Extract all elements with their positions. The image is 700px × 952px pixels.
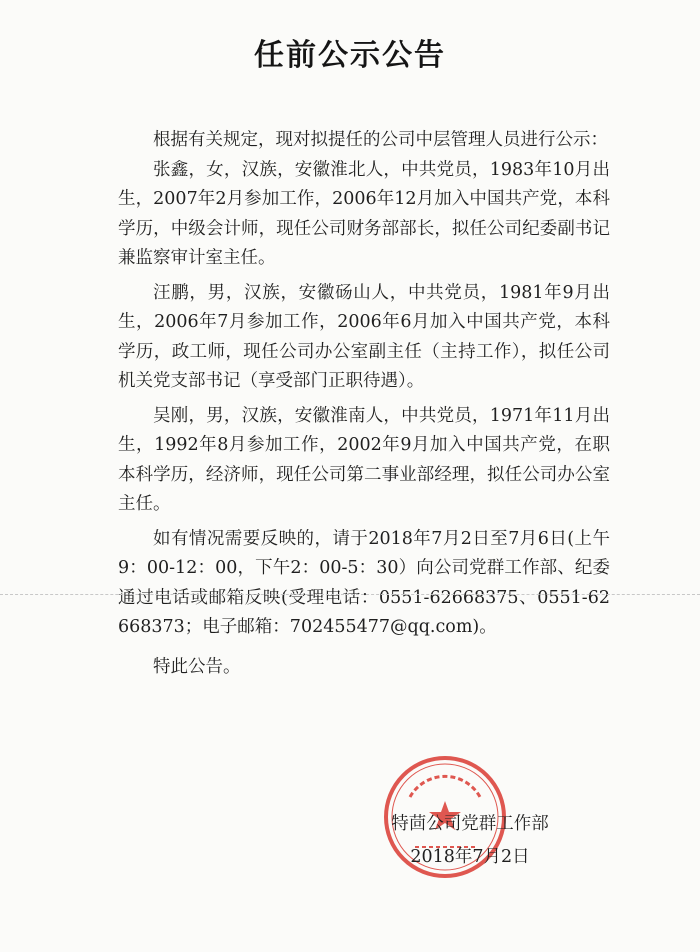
intro-paragraph: 根据有关规定，现对拟提任的公司中层管理人员进行公示： xyxy=(153,130,608,150)
paper-fold-line xyxy=(0,594,700,595)
feedback-paragraph: 如有情况需要反映的，请于2018年7月2日至7月6日(上午9：00-12：00，下午2：00-5：30）向公司党群工作部、纪委通过电话或邮箱反映(受理电话：0551-62668375、0551-62668373；电子邮箱：702455477@qq.com)。 xyxy=(118,528,610,637)
signature-block xyxy=(360,808,580,874)
issue-date: 2018年7月2日 xyxy=(410,847,530,867)
announcement-body xyxy=(118,126,610,687)
candidate-paragraph-1: 张鑫，女，汉族，安徽淮北人，中共党员，1983年10月出生，2007年2月参加工作，2006年12月加入中国共产党，本科学历，中级会计师，现任公司财务部部长，拟任公司纪委副书记兼监察审计室主任。 xyxy=(118,159,610,268)
closing-line: 特此公告。 xyxy=(153,656,241,677)
page-title: 任前公示公告 xyxy=(254,38,446,73)
issuing-department: 特茴公司党群工作部 xyxy=(391,814,549,834)
candidate-paragraph-3: 吴刚，男，汉族，安徽淮南人，中共党员，1971年11月出生，1992年8月参加工作，2002年9月加入中国共产党，在职本科学历，经济师，现任公司第二事业部经理，拟任公司办公室主任。 xyxy=(118,405,610,514)
candidate-paragraph-2: 汪鹏，男，汉族，安徽砀山人，中共党员，1981年9月出生，2006年7月参加工作，2006年6月加入中国共产党，本科学历，政工师，现任公司办公室副主任（主持工作），拟任公司机关党支部书记（享受部门正职待遇）。 xyxy=(118,282,610,391)
